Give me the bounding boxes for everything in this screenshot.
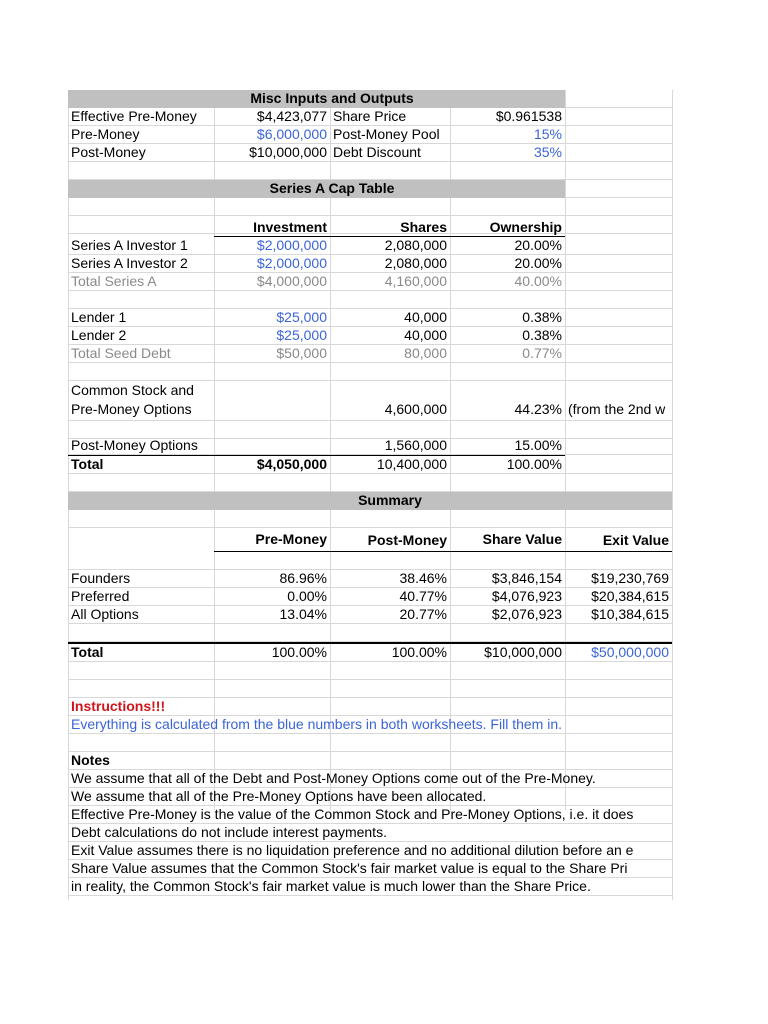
note-row [68,770,672,788]
total-row [68,456,672,474]
cell-value[interactable]: $2,076,923 [491,606,562,622]
column-header: Pre-Money [255,531,327,547]
note-line[interactable]: in reality, the Common Stock's fair market value is much lower than the Share Price. [71,878,591,894]
cell-value[interactable]: 0.38% [522,309,562,325]
empty-row [68,291,672,309]
cell-label[interactable]: Common Stock and [71,382,194,398]
cell-value[interactable]: 4,160,000 [384,273,447,289]
cell-value[interactable]: 100.00% [506,456,562,472]
table-row [68,309,672,327]
cell-value[interactable]: 13.04% [279,606,327,622]
cell-value[interactable]: 15.00% [514,437,562,453]
empty-row [68,680,672,698]
cell-value[interactable]: 10,400,000 [376,456,447,472]
note-line[interactable]: Effective Pre-Money is the value of the Common Stock and Pre-Money Options, i.e. it does [71,806,634,822]
cell-label[interactable]: Total Series A [71,273,157,289]
summary-header: Summary [358,492,422,508]
cell-value[interactable]: 40.00% [514,273,562,289]
cell-value[interactable]: 20.77% [399,606,447,622]
note-line[interactable]: Exit Value assumes there is no liquidation preference and no additional dilution before an e [71,842,634,858]
table-row [68,606,672,624]
note-row [68,824,672,842]
table-row [68,327,672,345]
cell-value[interactable]: $0.961538 [495,108,562,124]
cell-label[interactable]: Post-Money Options [71,437,198,453]
misc-row [68,144,672,162]
cell-label[interactable]: Share Price [333,108,407,124]
note-line[interactable]: We assume that all of the Debt and Post-Money Options come out of the Pre-Money. [71,770,596,786]
notes-title-row [68,752,672,770]
cell-label[interactable]: Pre-Money [71,126,140,142]
misc-row [68,126,672,144]
table-row [68,255,672,273]
cell-label[interactable]: Total [71,456,104,472]
cell-value[interactable]: $10,384,615 [591,606,669,622]
cell-value[interactable]: 0.00% [287,588,327,604]
note-line[interactable]: Share Value assumes that the Common Stock's fair market value is equal to the Share Pri [71,860,628,876]
note-row [68,878,672,896]
column-header: Post-Money [367,532,447,548]
spreadsheet [68,90,672,900]
cell-value[interactable]: 0.38% [522,327,562,343]
cell-value[interactable]: 44.23% [514,401,562,417]
column-header: Exit Value [602,532,669,548]
cell-label[interactable]: Total Seed Debt [71,345,171,361]
table-row [68,237,672,255]
note-line[interactable]: Debt calculations do not include interest payments. [71,824,387,840]
cell-label[interactable]: Debt Discount [333,144,421,160]
cell-label[interactable]: Pre-Money Options [71,401,192,417]
cap-columns-row [68,219,672,237]
cell-value[interactable]: $10,000,000 [484,644,562,660]
column-header: Ownership [489,219,562,235]
total-row [68,644,672,662]
cell-note[interactable]: (from the 2nd w [568,401,666,417]
cell-value[interactable]: 4,600,000 [384,401,447,417]
cell-value[interactable]: 2,080,000 [384,255,447,271]
note-row [68,788,672,806]
empty-row [68,198,672,216]
table-row [68,437,672,455]
cell-value[interactable]: 2,080,000 [384,237,447,253]
notes-title[interactable]: Notes [71,752,110,768]
misc-header: Misc Inputs and Outputs [250,90,414,106]
empty-row [68,552,672,570]
misc-header-row [68,90,672,108]
empty-row [68,162,672,180]
cell-value[interactable]: $4,050,000 [256,456,327,472]
cell-label[interactable]: Series A Investor 1 [71,237,188,253]
column-header: Investment [253,219,327,235]
cell-value[interactable]: $4,076,923 [491,588,562,604]
column-header: Share Value [482,531,562,547]
cell-input[interactable]: $2,000,000 [256,237,327,253]
column-header: Shares [400,219,447,235]
table-row-common [68,381,672,421]
cell-value[interactable]: $4,000,000 [256,273,327,289]
cell-value[interactable]: $10,000,000 [249,144,327,160]
cell-input[interactable]: $25,000 [276,327,327,343]
cell-input[interactable]: $6,000,000 [256,126,327,142]
empty-row [68,363,672,381]
cell-label[interactable]: All Options [71,606,139,622]
cell-value[interactable]: 100.00% [391,644,447,660]
cell-value[interactable]: 40.77% [399,588,447,604]
cap-header: Series A Cap Table [269,180,395,196]
cell-label[interactable]: Founders [71,570,131,586]
cell-input[interactable]: 15% [533,126,562,142]
table-row [68,588,672,606]
misc-row [68,108,672,126]
empty-row [68,624,672,642]
cell-value[interactable]: 20.00% [514,237,562,253]
cell-label[interactable]: Series A Investor 2 [71,255,188,271]
empty-row [68,662,672,680]
summary-header-row [68,492,672,510]
cell-label[interactable]: Effective Pre-Money [71,108,197,124]
cell-input[interactable]: $2,000,000 [256,255,327,271]
cell-value[interactable]: $19,230,769 [591,570,669,586]
cell-value[interactable]: 38.46% [399,570,447,586]
cell-value[interactable]: 86.96% [279,570,327,586]
cell-value[interactable]: $3,846,154 [491,570,562,586]
cell-value[interactable]: 1,560,000 [384,437,447,453]
instructions-title-row [68,698,672,716]
instructions-text[interactable]: Everything is calculated from the blue numbers in both worksheets. Fill them in. [71,716,563,732]
cell-value[interactable]: 20.00% [514,255,562,271]
instructions-row [68,716,672,734]
summary-columns-row [68,528,672,551]
instructions-title[interactable]: Instructions!!! [71,698,166,714]
note-row [68,842,672,860]
note-row [68,860,672,878]
cell-label[interactable]: Lender 1 [71,309,127,325]
cell-value[interactable]: 0.77% [522,345,562,361]
cell-value[interactable]: 80,000 [404,345,447,361]
cell-value[interactable]: $20,384,615 [591,588,669,604]
cell-input[interactable]: $50,000,000 [591,644,669,660]
empty-row [68,474,672,492]
table-row [68,345,672,363]
cell-value[interactable]: $4,423,077 [256,108,327,124]
cell-value[interactable]: $50,000 [276,345,327,361]
note-line[interactable]: We assume that all of the Pre-Money Options have been allocated. [71,788,487,804]
cell-label[interactable]: Post-Money [71,144,146,160]
cell-label[interactable]: Lender 2 [71,327,127,343]
cell-label[interactable]: Preferred [71,588,130,604]
cell-value[interactable]: 40,000 [404,327,447,343]
cell-input[interactable]: $25,000 [276,309,327,325]
empty-row [68,510,672,528]
table-row [68,570,672,588]
cell-value[interactable]: 40,000 [404,309,447,325]
empty-row [68,734,672,752]
table-row [68,273,672,291]
cell-label[interactable]: Total [71,644,104,660]
cell-input[interactable]: 35% [533,144,562,160]
cap-header-row [68,180,672,198]
note-row [68,806,672,824]
cell-label[interactable]: Post-Money Pool [333,126,440,142]
cell-value[interactable]: 100.00% [271,644,327,660]
